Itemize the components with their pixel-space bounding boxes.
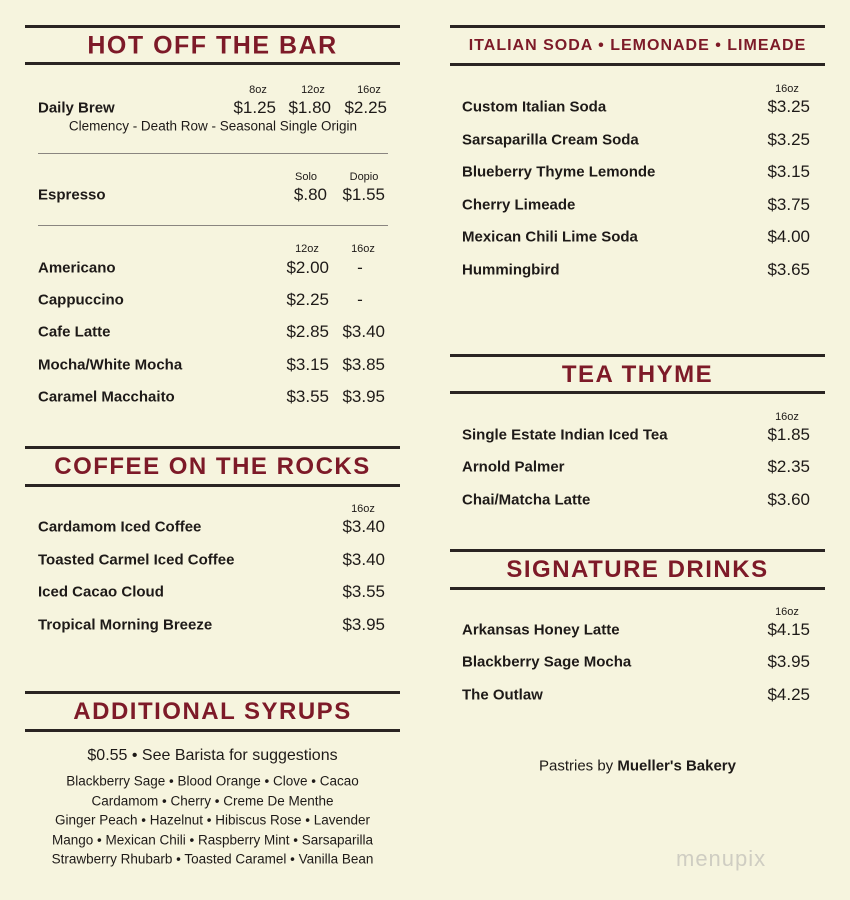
item-price: $2.85 <box>286 322 329 341</box>
item-name: Arnold Palmer <box>462 458 565 476</box>
item-name: Blackberry Sage Mocha <box>462 653 632 671</box>
size-label: 16oz <box>775 411 799 423</box>
item-name: Single Estate Indian Iced Tea <box>462 426 668 444</box>
italian_soda-title: ITALIAN SODA • LEMONADE • LIMEADE <box>468 37 807 54</box>
item-price: $3.55 <box>342 582 385 601</box>
syrup-line: Cardamom • Cherry • Creme De Menthe <box>91 793 334 809</box>
item-price: $3.85 <box>342 355 385 374</box>
hot_off_the_bar-title: HOT OFF THE BAR <box>87 31 338 59</box>
item-name: Toasted Carmel Iced Coffee <box>38 551 235 569</box>
item-price: $2.00 <box>286 258 329 277</box>
item-price: $1.25 <box>233 98 276 117</box>
item-name: Espresso <box>38 186 106 204</box>
size-label: 16oz <box>357 84 381 96</box>
coffee_on_the_rocks-bottom-rule <box>25 484 400 487</box>
item-name: Mocha/White Mocha <box>38 356 183 374</box>
item-name: Sarsaparilla Cream Soda <box>462 131 639 149</box>
item-price: $3.95 <box>767 652 810 671</box>
italian_soda-top-rule <box>450 25 825 28</box>
item-name: Caramel Macchaito <box>38 388 175 406</box>
item-price: $3.40 <box>342 550 385 569</box>
item-name: Chai/Matcha Latte <box>462 491 591 509</box>
item-price: $3.60 <box>767 490 810 509</box>
item-price: $2.25 <box>344 98 387 117</box>
item-name: Custom Italian Soda <box>462 98 607 116</box>
item-price: $3.15 <box>767 162 810 181</box>
item-price: $4.25 <box>767 685 810 704</box>
divider <box>38 153 388 154</box>
coffee_on_the_rocks-top-rule <box>25 446 400 449</box>
item-price: $4.00 <box>767 227 810 246</box>
item-name: The Outlaw <box>462 686 543 704</box>
syrup-line: Mango • Mexican Chili • Raspberry Mint • Sarsaparilla <box>51 832 374 848</box>
item-price: $3.15 <box>286 355 329 374</box>
item-price: $3.40 <box>342 517 385 536</box>
additional_syrups-bottom-rule <box>25 729 400 732</box>
item-name: Cherry Limeade <box>462 196 576 214</box>
item-name: Iced Cacao Cloud <box>38 583 164 601</box>
item-note: Clemency - Death Row - Seasonal Single Origin <box>68 118 358 134</box>
item-name: Arkansas Honey Latte <box>462 621 620 639</box>
item-price: $1.55 <box>342 185 385 204</box>
coffee_on_the_rocks-title: COFFEE ON THE ROCKS <box>54 453 371 480</box>
item-price: $.80 <box>293 185 327 204</box>
item-name: Hummingbird <box>462 261 560 279</box>
italian_soda-bottom-rule <box>450 63 825 66</box>
item-price: $2.25 <box>286 290 329 309</box>
size-label: 16oz <box>351 243 375 255</box>
pastries-credit <box>450 758 825 775</box>
item-price: $3.55 <box>286 387 329 406</box>
signature_drinks-title: SIGNATURE DRINKS <box>506 556 769 583</box>
item-name: Americano <box>38 259 116 277</box>
size-label: 12oz <box>301 84 325 96</box>
item-price: $1.85 <box>767 425 810 444</box>
hot_off_the_bar-top-rule <box>25 25 400 28</box>
tea_thyme-bottom-rule <box>450 391 825 394</box>
pastries-label: Pastries by <box>538 757 618 775</box>
size-label: 16oz <box>351 503 375 515</box>
item-price: - <box>357 290 363 309</box>
item-price: $2.35 <box>767 457 810 476</box>
item-name: Blueberry Thyme Lemonde <box>462 163 656 181</box>
item-price: $3.65 <box>767 260 810 279</box>
hot_off_the_bar-bottom-rule <box>25 62 400 65</box>
signature_drinks-top-rule <box>450 549 825 552</box>
item-name: Cardamom Iced Coffee <box>38 518 202 536</box>
item-price: $3.40 <box>342 322 385 341</box>
syrup-line: Blackberry Sage • Blood Orange • Clove • Cacao <box>66 773 359 789</box>
divider <box>38 225 388 226</box>
tea_thyme-top-rule <box>450 354 825 357</box>
size-label: 16oz <box>775 83 799 95</box>
size-label: 16oz <box>775 606 799 618</box>
item-price: - <box>357 258 363 277</box>
item-name: Mexican Chili Lime Soda <box>462 228 638 246</box>
syrup-price-line: $0.55 • See Barista for suggestions <box>87 747 338 764</box>
additional_syrups-title: ADDITIONAL SYRUPS <box>73 698 352 725</box>
size-label: 8oz <box>249 84 267 96</box>
item-price: $3.75 <box>767 195 810 214</box>
item-name: Cafe Latte <box>38 323 111 341</box>
item-name: Tropical Morning Breeze <box>38 616 213 634</box>
item-name: Daily Brew <box>38 99 115 117</box>
watermark: menupix <box>676 846 767 871</box>
signature_drinks-bottom-rule <box>450 587 825 590</box>
size-label: Solo <box>294 171 318 183</box>
bakery-name: Mueller's Bakery <box>617 757 736 775</box>
item-price: $3.95 <box>342 387 385 406</box>
size-label: Dopio <box>349 171 379 183</box>
syrup-line: Ginger Peach • Hazelnut • Hibiscus Rose • Lavender <box>54 812 371 828</box>
additional_syrups-top-rule <box>25 691 400 694</box>
item-name: Cappuccino <box>38 291 124 309</box>
tea_thyme-title: TEA THYME <box>561 360 714 388</box>
item-price: $1.80 <box>288 98 331 117</box>
syrup-line: Strawberry Rhubarb • Toasted Caramel • Vanilla Bean <box>51 851 374 867</box>
item-price: $3.95 <box>342 615 385 634</box>
item-price: $4.15 <box>767 620 810 639</box>
size-label: 12oz <box>295 243 319 255</box>
item-price: $3.25 <box>767 130 810 149</box>
item-price: $3.25 <box>767 97 810 116</box>
